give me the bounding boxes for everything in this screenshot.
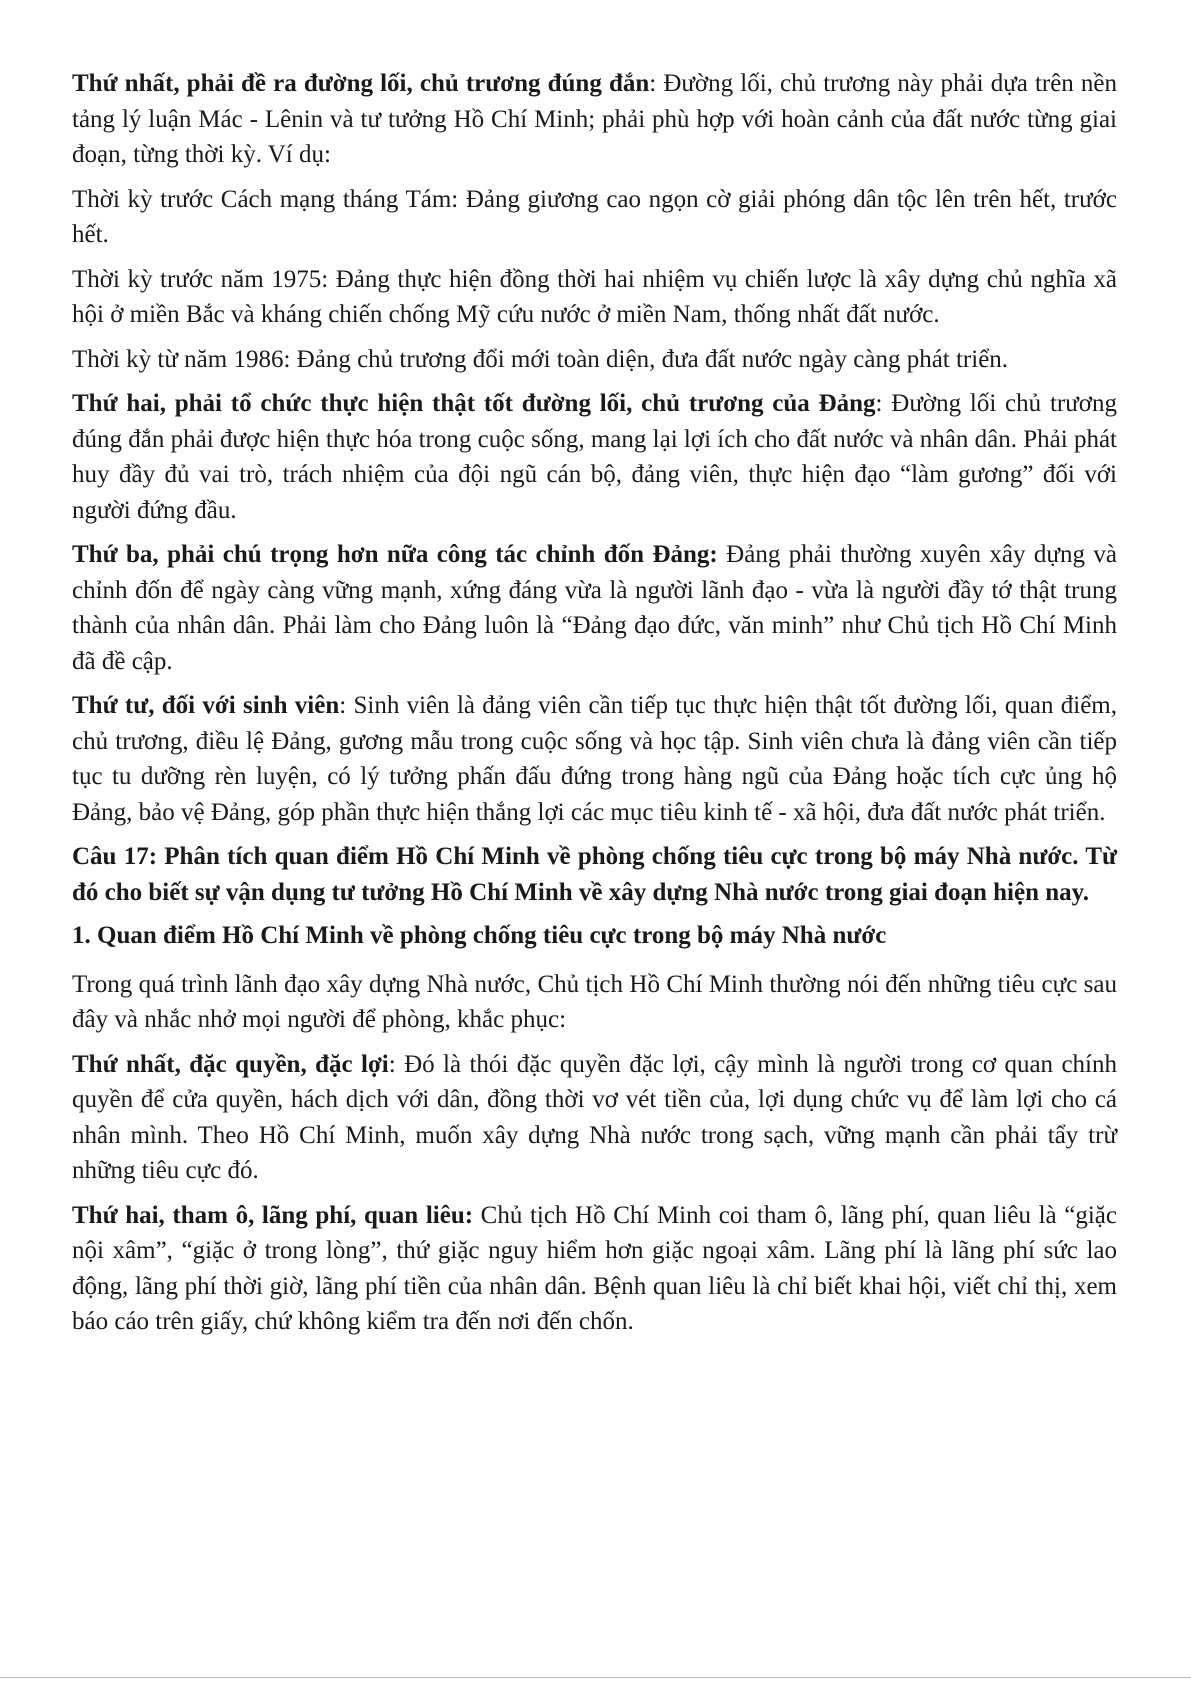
paragraph-text: Chủ tịch Hồ Chí Minh coi tham ô, lãng phí, quan liêu là “giặc nội xâm”, “giặc ở trong lòng”, thứ giặc nguy hiểm hơn giặc ngoại xâm. Lãng phí là lãng phí sức lao động, lãng phí thời giờ, lãng phí tiền của nhân dân. Bệnh quan liêu là chỉ biết khai hội, viết chỉ thị, xem báo cáo trên giấy, chứ không kiểm tra đến nơi đến chốn. (72, 1201, 1117, 1335)
page-bottom-rule (0, 1677, 1191, 1678)
paragraph-example-from-1986 (72, 342, 1117, 378)
paragraph-privilege (72, 1047, 1117, 1189)
paragraph-text: : Đường lối chủ trương đúng đắn phải được hiện thực hóa trong cuộc sống, mang lại lợi ích cho đất nước và nhân dân. Phải phát huy đầy đủ vai trò, trách nhiệm của đội ngũ cán bộ, đảng viên, thực hiện đạo “làm gương” đối với người đứng đầu. (72, 390, 1117, 524)
paragraph-example-before-august-revolution (72, 182, 1117, 253)
paragraph-lead: Thứ nhất, phải đề ra đường lối, chủ trương đúng đắn (72, 70, 650, 97)
paragraph-text: Trong quá trình lãnh đạo xây dựng Nhà nước, Chủ tịch Hồ Chí Minh thường nói đến những tiêu cực sau đây và nhắc nhở mọi người để phòng, khắc phục: (72, 970, 1117, 1033)
paragraph-lead: Thứ tư, đối với sinh viên (72, 692, 340, 719)
paragraph-lead: Thứ hai, phải tổ chức thực hiện thật tốt đường lối, chủ trương của Đảng (72, 390, 876, 417)
paragraph-fourth-principle (72, 688, 1117, 830)
paragraph-lead: Thứ ba, phải chú trọng hơn nữa công tác chỉnh đốn Đảng: (72, 541, 718, 568)
paragraph-text: Thời kỳ từ năm 1986: Đảng chủ trương đổi mới toàn diện, đưa đất nước ngày càng phát triển. (72, 345, 1009, 373)
paragraph-third-principle (72, 537, 1117, 679)
paragraph-text: : Đó là thói đặc quyền đặc lợi, cậy mình là người trong cơ quan chính quyền để cửa quyền, hách dịch với dân, đồng thời vơ vét tiền của, lợi dụng chức vụ để làm lợi cho cá nhân mình. Theo Hồ Chí Minh, muốn xây dựng Nhà nước trong sạch, vững mạnh cần phải tẩy trừ những tiêu cực đó. (72, 1050, 1117, 1184)
section-heading: 1. Quan điểm Hồ Chí Minh về phòng chống tiêu cực trong bộ máy Nhà nước (72, 922, 887, 949)
paragraph-text: Thời kỳ trước Cách mạng tháng Tám: Đảng giương cao ngọn cờ giải phóng dân tộc lên trên hết, trước hết. (72, 185, 1117, 248)
question-heading: Câu 17: Phân tích quan điểm Hồ Chí Minh về phòng chống tiêu cực trong bộ máy Nhà nước. Từ đó cho biết sự vận dụng tư tưởng Hồ Chí Minh về xây dựng Nhà nước trong giai đoạn hiện nay. (72, 843, 1117, 906)
paragraph-text: : Sinh viên là đảng viên cần tiếp tục thực hiện thật tốt đường lối, quan điểm, chủ trương, điều lệ Đảng, gương mẫu trong cuộc sống và học tập. Sinh viên chưa là đảng viên cần tiếp tục tu dưỡng rèn luyện, có lý tưởng phấn đấu đứng trong hàng ngũ của Đảng hoặc tích cực ủng hộ Đảng, bảo vệ Đảng, góp phần thực hiện thắng lợi các mục tiêu kinh tế - xã hội, đưa đất nước phát triển. (72, 692, 1117, 826)
paragraph-text: Thời kỳ trước năm 1975: Đảng thực hiện đồng thời hai nhiệm vụ chiến lược là xây dựng chủ nghĩa xã hội ở miền Bắc và kháng chiến chống Mỹ cứu nước ở miền Nam, thống nhất đất nước. (72, 265, 1117, 328)
paragraph-example-before-1975 (72, 262, 1117, 333)
paragraph-lead: Thứ hai, tham ô, lãng phí, quan liêu: (72, 1201, 474, 1229)
paragraph-section-intro (72, 967, 1117, 1038)
paragraph-corruption-waste-bureaucracy (72, 1198, 1117, 1340)
document-page (72, 66, 1117, 1349)
paragraph-text: Đảng phải thường xuyên xây dựng và chỉnh đốn để ngày càng vững mạnh, xứng đáng vừa là người lãnh đạo - vừa là người đầy tớ thật trung thành của nhân dân. Phải làm cho Đảng luôn là “Đảng đạo đức, văn minh” như Chủ tịch Hồ Chí Minh đã đề cập. (72, 541, 1117, 675)
paragraph-lead: Thứ nhất, đặc quyền, đặc lợi (72, 1050, 389, 1078)
paragraph-text: : Đường lối, chủ trương này phải dựa trên nền tảng lý luận Mác - Lênin và tư tưởng Hồ Chí Minh; phải phù hợp với hoàn cảnh của đất nước từng giai đoạn, từng thời kỳ. Ví dụ: (72, 70, 1118, 168)
paragraph-second-principle (72, 386, 1117, 528)
paragraph-first-principle (72, 66, 1117, 173)
